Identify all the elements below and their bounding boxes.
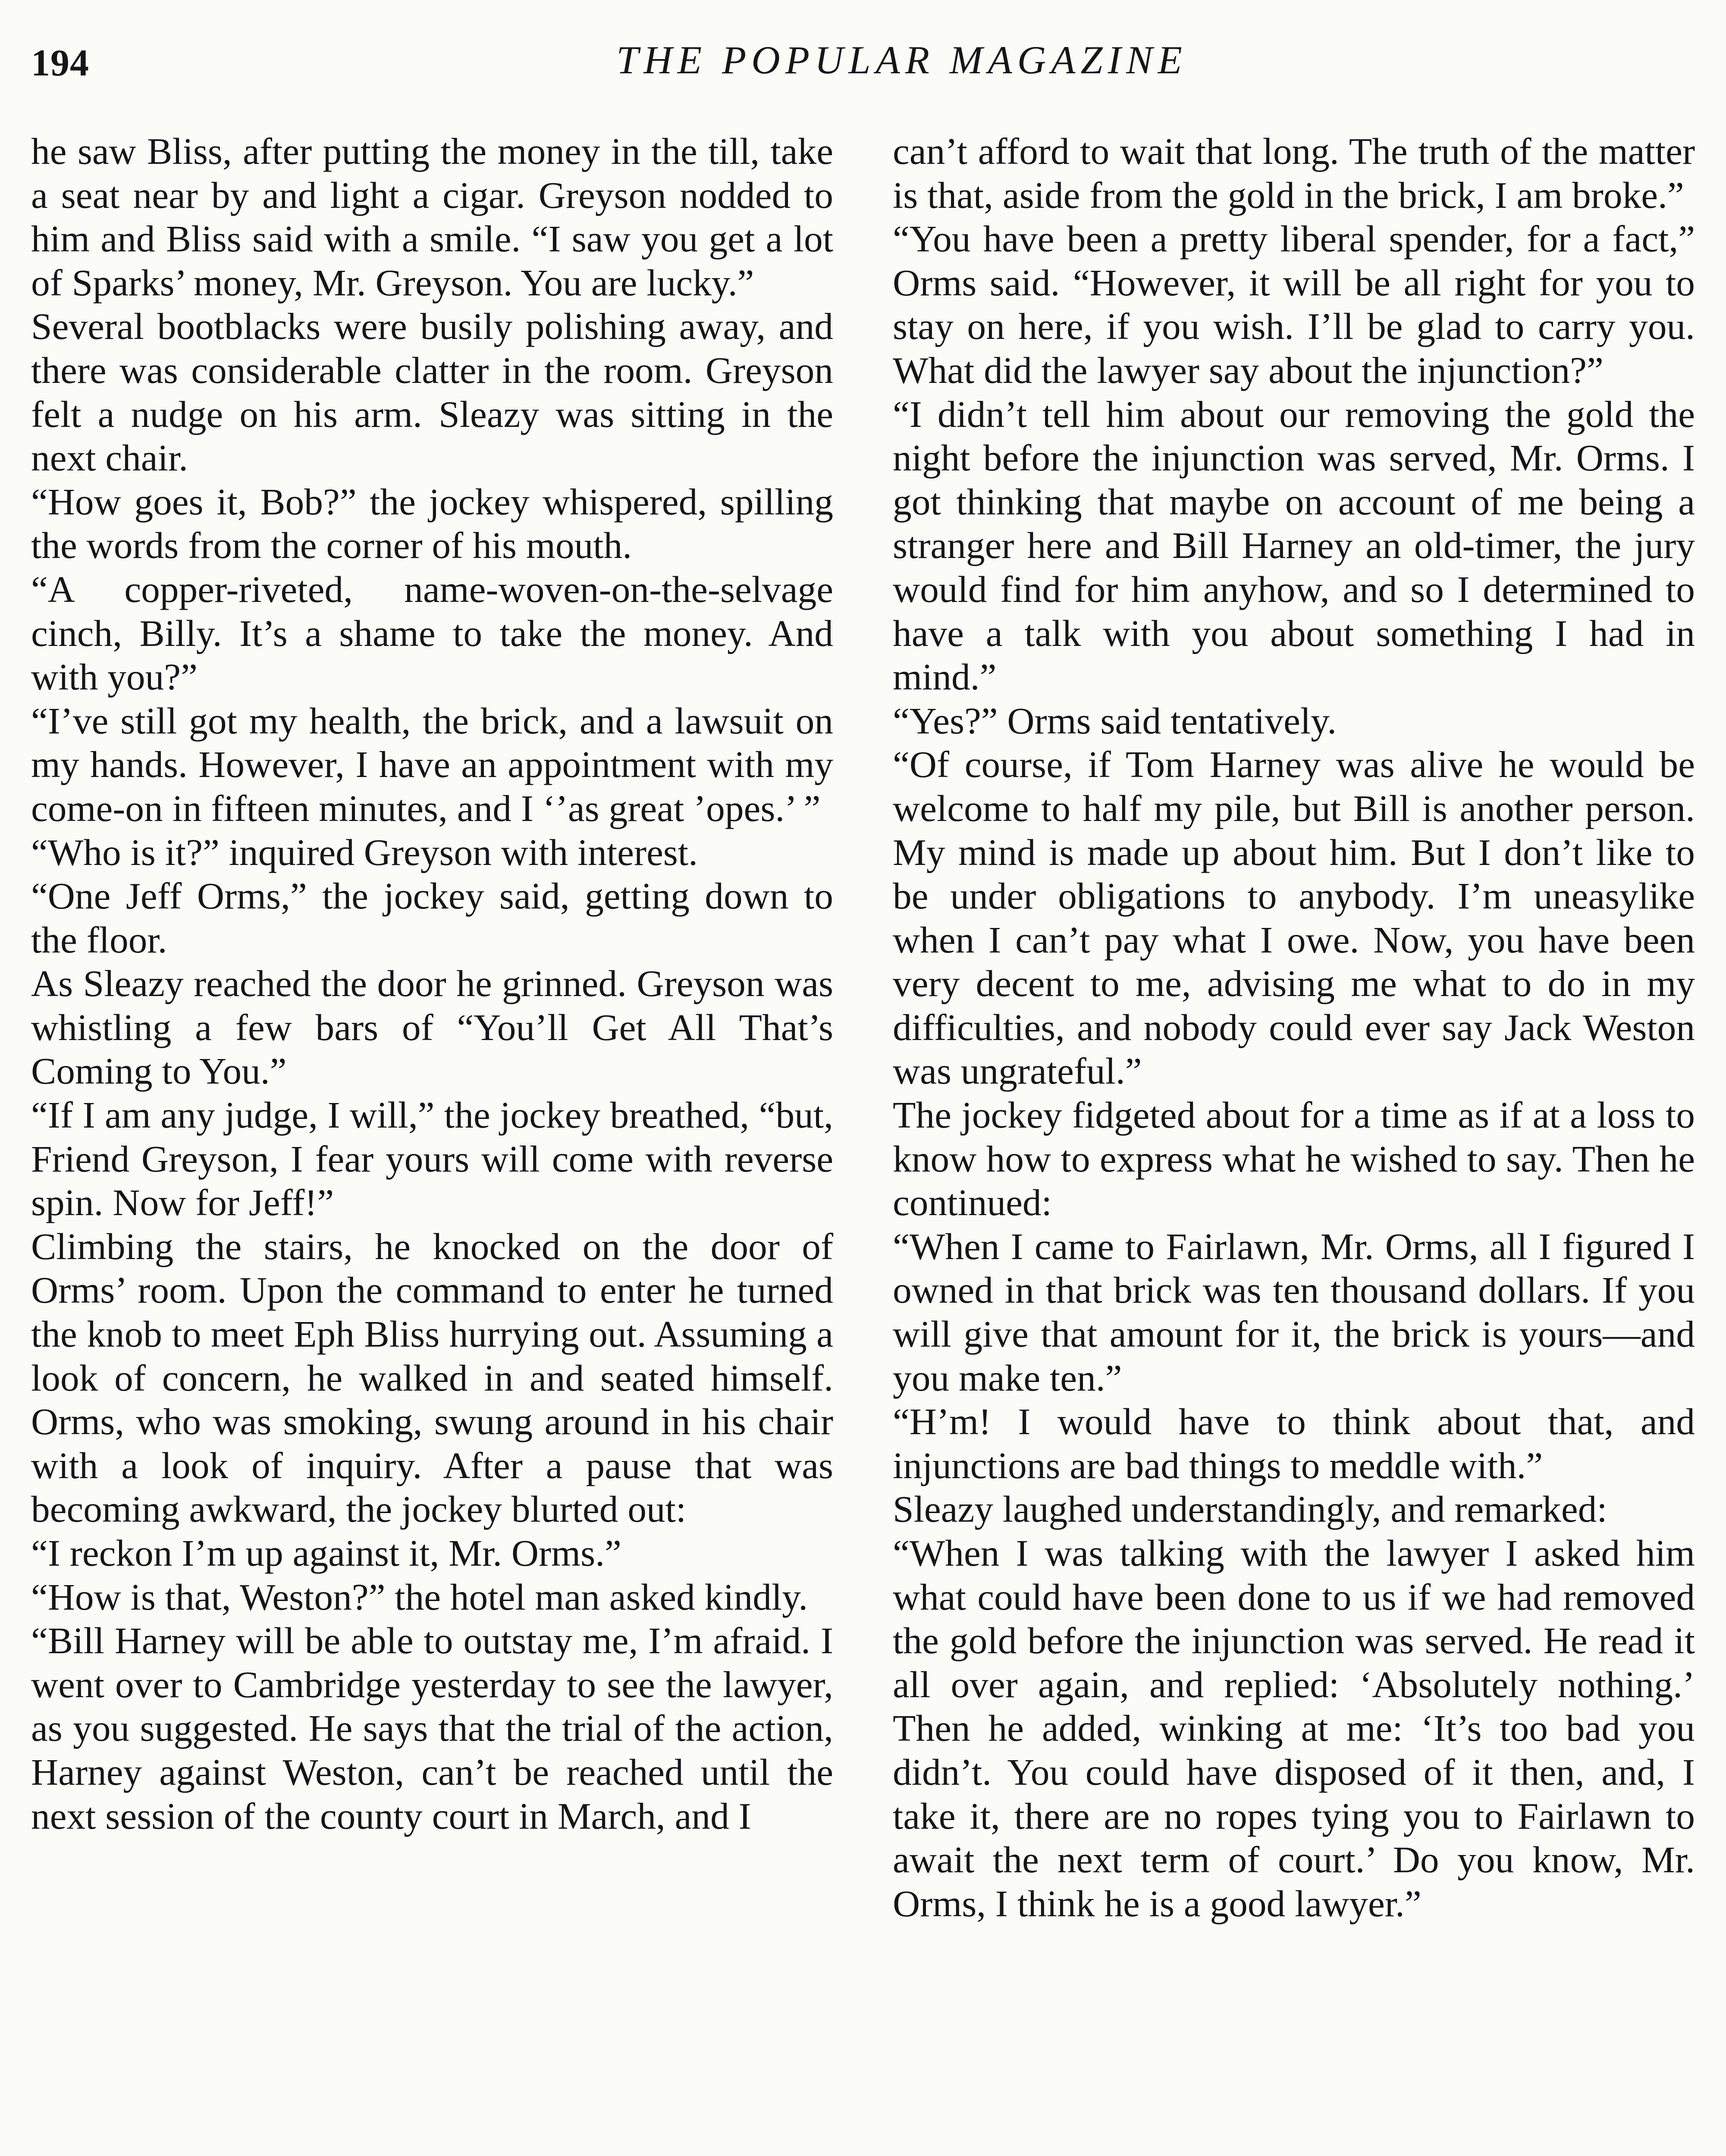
paragraph: “How goes it, Bob?” the jockey whispered, spilling the words from the corner of his mouth. (31, 480, 833, 567)
text-columns (31, 129, 1695, 1925)
paragraph: “If I am any judge, I will,” the jockey breathed, “but, Friend Greyson, I fear yours will come with reverse spin. Now for Jeff!” (31, 1094, 833, 1224)
paragraph: “One Jeff Orms,” the jockey said, getting down to the floor. (31, 875, 833, 961)
left-column (31, 129, 833, 1925)
page-number: 194 (31, 42, 89, 84)
paragraph: “Who is it?” inquired Greyson with interest. (31, 831, 698, 873)
paragraph: “H’m! I would have to think about that, and injunctions are bad things to meddle with.” (893, 1401, 1695, 1486)
paragraph: Climbing the stairs, he knocked on the door of Orms’ room. Upon the command to enter he turned the knob to meet Eph Bliss hurrying out. Assuming a look of concern, he walked in and seated himself. Orms, who was smoking, swung around in his chair with a look of inquiry. After a pause that was becoming awkward, the jockey blurted out: (31, 1225, 833, 1530)
paragraph: The jockey fidgeted about for a time as if at a loss to know how to express what he wished to say. Then he continued: (893, 1094, 1695, 1224)
paragraph: “Of course, if Tom Harney was alive he would be welcome to half my pile, but Bill is another person. My mind is made up about him. But I don’t like to be under obligations to anybody. I’m uneasylike when I can’t pay what I owe. Now, you have been very decent to me, advising me what to do in my difficulties, and nobody could ever say Jack Weston was ungrateful.” (893, 743, 1695, 1092)
paragraph: “I didn’t tell him about our removing the gold the night before the injunction was served, Mr. Orms. I got thinking that maybe on account of me being a stranger here and Bill Harney an old-timer, the jury would find for him anyhow, and so I determined to have a talk with you about something I had in mind.” (893, 393, 1695, 698)
paragraph: Sleazy laughed understandingly, and remarked: (893, 1488, 1607, 1530)
paragraph: “You have been a pretty liberal spender, for a fact,” Orms said. “However, it will be all right for you to stay on here, if you wish. I’ll be glad to carry you. What did the lawyer say about the injunction?” (893, 218, 1695, 391)
paragraph: “When I came to Fairlawn, Mr. Orms, all I figured I owned in that brick was ten thousand dollars. If you will give that amount for it, the brick is yours—and you make ten.” (893, 1225, 1695, 1399)
paragraph: “I’ve still got my health, the brick, and a lawsuit on my hands. However, I have an appointment with my come-on in fifteen minutes, and I ‘’as great ’opes.’ ” (31, 699, 833, 829)
paragraph: “How is that, Weston?” the hotel man asked kindly. (31, 1576, 808, 1618)
paragraph: “I reckon I’m up against it, Mr. Orms.” (31, 1532, 621, 1574)
paragraph: “When I was talking with the lawyer I asked him what could have been done to us if we had removed the gold before the injunction was served. He read it all over again, and replied: ‘Absolutely nothing.’ Then he added, winking at me: ‘It’s too bad you didn’t. You could have disposed of it then, and, I take it, there are no ropes tying you to Fairlawn to await the next term of court.’ Do you know, Mr. Orms, I think he is a good lawyer.” (893, 1532, 1695, 1924)
paragraph: “Bill Harney will be able to outstay me, I’m afraid. I went over to Cambridge yesterday to see the lawyer, as you suggested. He says that the trial of the action, Harney against Weston, can’t be reached until the next session of the county court in March, and I (31, 1620, 833, 1837)
right-column (893, 129, 1695, 1925)
paragraph: “Yes?” Orms said tentatively. (893, 699, 1337, 742)
paragraph: As Sleazy reached the door he grinned. Greyson was whistling a few bars of “You’ll Get All That’s Coming to You.” (31, 962, 833, 1092)
paragraph: Several bootblacks were busily polishing away, and there was considerable clatter in the room. Greyson felt a nudge on his arm. Sleazy was sitting in the next chair. (31, 305, 833, 479)
paragraph: “A copper-riveted, name-woven-on-the-selvage cinch, Billy. It’s a shame to take the money. And with you?” (31, 568, 833, 698)
paragraph: he saw Bliss, after putting the money in the till, take a seat near by and light a cigar. Greyson nodded to him and Bliss said with a smile. “I saw you get a lot of Sparks’ money, Mr. Greyson. You are lucky.” (31, 130, 833, 304)
paragraph: can’t afford to wait that long. The truth of the matter is that, aside from the gold in the brick, I am broke.” (893, 130, 1695, 216)
running-head: THE POPULAR MAGAZINE (616, 38, 1187, 82)
